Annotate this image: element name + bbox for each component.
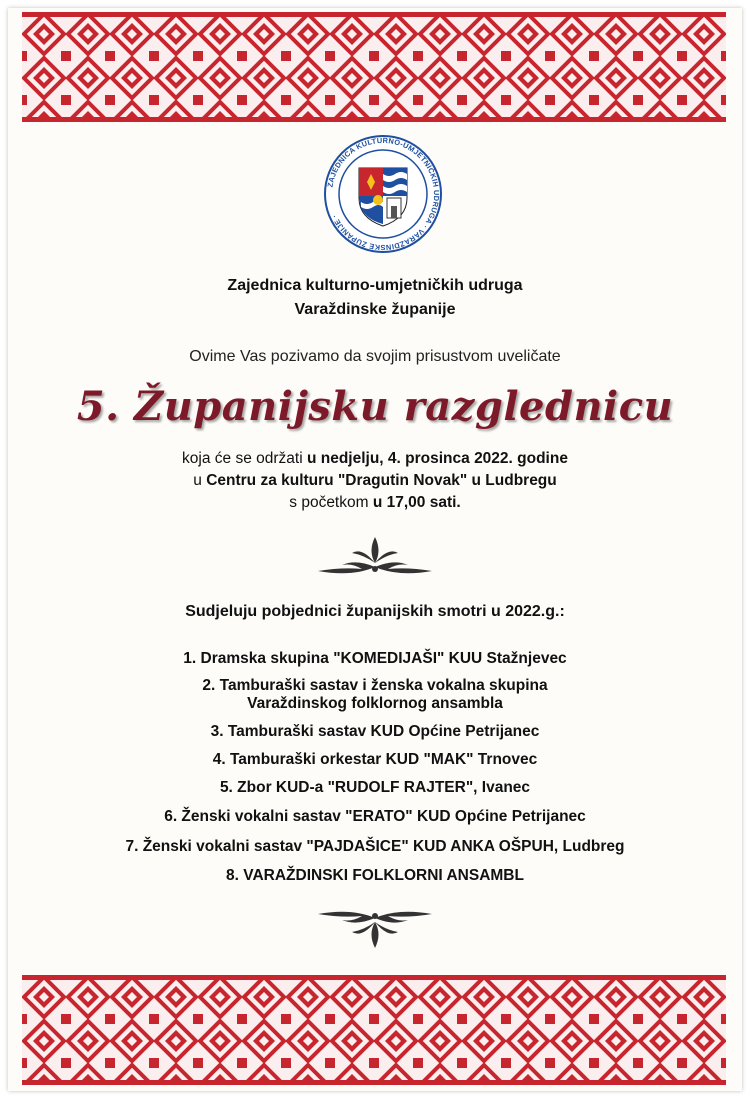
embroidery-border-bottom	[22, 975, 726, 1085]
svg-text:ZAJEDNICA KULTURNO-UMJETNIČKIH: ZAJEDNICA KULTURNO-UMJETNIČKIH UDRUGA · VARAŽDINSKE ŽUPANIJE ·	[325, 135, 442, 253]
event-date: u nedjelju, 4. prosinca 2022. godine	[306, 450, 568, 467]
invitation-intro: Ovime Vas pozivamo da svojim prisustvom uveličate	[189, 348, 561, 365]
event-date-line	[0, 450, 750, 468]
organization-name-line1: Zajednica kulturno-umjetničkih udruga	[227, 277, 523, 294]
floral-ornament-icon	[312, 533, 438, 583]
event-venue: Centru za kulturu "Dragutin Novak"	[206, 472, 468, 489]
event-time-line	[0, 494, 750, 512]
event-date-prefix: koja će se održati	[182, 450, 307, 467]
organization-name-line2: Varaždinske županije	[294, 301, 456, 318]
embroidery-border-top	[22, 12, 726, 122]
event-venue-line	[0, 472, 750, 490]
participant-item-8: 8. VARAŽDINSKI FOLKLORNI ANSAMBL	[226, 867, 524, 884]
floral-ornament-icon	[312, 902, 438, 952]
event-time: u 17,00 sati.	[372, 494, 461, 511]
embroidery-pattern-bottom	[22, 975, 726, 1085]
event-venue-city: u Ludbregu	[467, 472, 557, 489]
association-emblem	[323, 134, 443, 254]
floral-ornament-bottom	[312, 902, 438, 952]
floral-ornament-top	[312, 533, 438, 583]
participant-item-7: 7. Ženski vokalni sastav "PAJDAŠICE" KUD ANKA OŠPUH, Ludbreg	[125, 838, 625, 855]
participant-item-3: 3. Tamburaški sastav KUD Općine Petrijanec	[210, 723, 540, 740]
participant-item-6: 6. Ženski vokalni sastav "ERATO" KUD Općine Petrijanec	[164, 808, 586, 825]
participant-item-2-line2: Varaždinskog folklornog ansambla	[247, 695, 503, 712]
participant-item-2-line1: 2. Tamburaški sastav i ženska vokalna skupina	[202, 677, 548, 694]
emblem-seal-icon	[323, 134, 443, 254]
participants-heading: Sudjeluju pobjednici županijskih smotri u 2022.g.:	[185, 603, 565, 620]
participant-item-5: 5. Zbor KUD-a "RUDOLF RAJTER", Ivanec	[219, 779, 531, 796]
event-time-prefix: s početkom	[289, 494, 373, 511]
event-title: 5. Županijsku razglednicu	[76, 383, 674, 430]
embroidery-pattern-top	[22, 12, 726, 122]
event-venue-prefix: u	[193, 472, 207, 489]
participant-item-1: 1. Dramska skupina "KOMEDIJAŠI" KUU Stažnjevec	[183, 650, 567, 667]
participant-item-4: 4. Tamburaški orkestar KUD "MAK" Trnovec	[212, 751, 538, 768]
